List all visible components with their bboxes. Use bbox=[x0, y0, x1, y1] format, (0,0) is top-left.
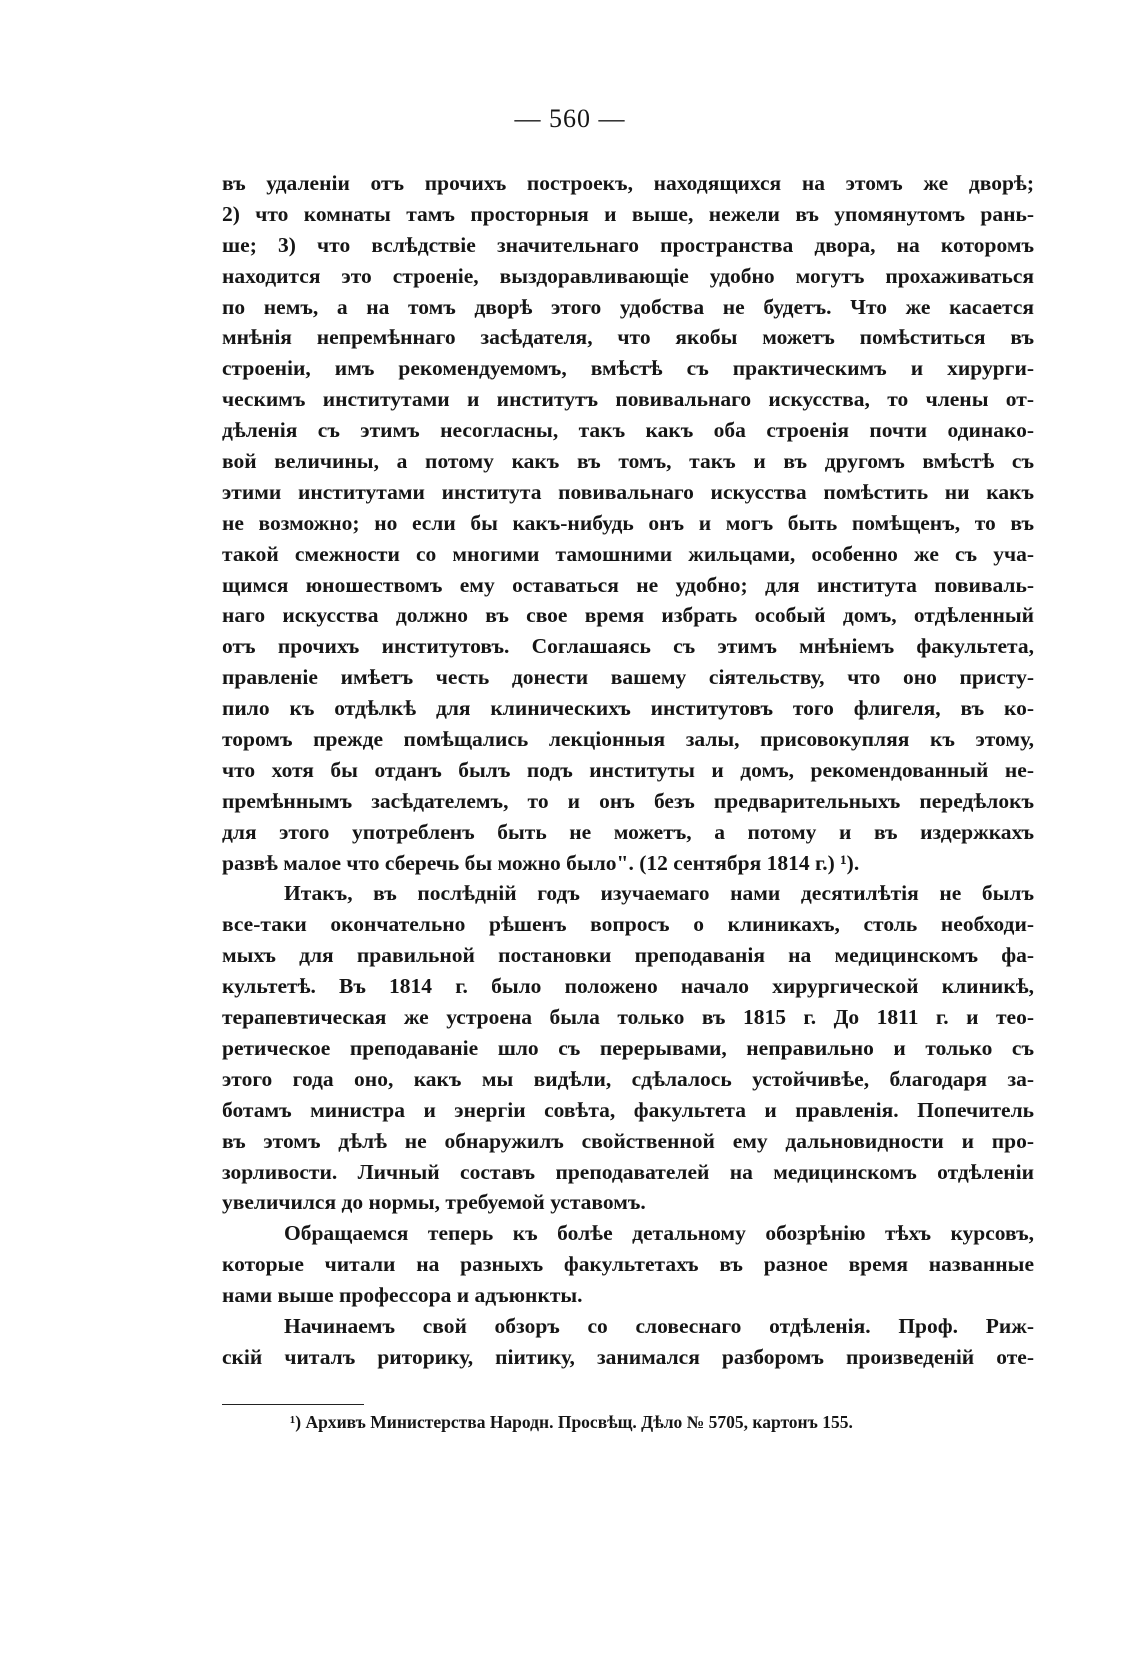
page-number: — 560 — bbox=[514, 104, 626, 133]
text-line: 2) что комнаты тамъ просторныя и выше, нежели въ упомянутомъ рань- bbox=[222, 201, 1034, 226]
text-line: вой величины, а потому какъ въ томъ, такъ и въ другомъ вмѣстѣ съ bbox=[222, 449, 1034, 474]
text-line: для этого употребленъ быть не можетъ, а потому и въ издержкахъ bbox=[222, 819, 1034, 844]
text-line: развѣ малое что сберечь бы можно было". (12 сентября 1814 г.) ¹). bbox=[222, 850, 860, 875]
text-line: строеніи, имъ рекомендуемомъ, вмѣстѣ съ практическимъ и хирурги- bbox=[222, 356, 1034, 381]
text-line: что хотя бы отданъ былъ подъ институты и домъ, рекомендованный не- bbox=[222, 757, 1034, 782]
paragraph-first-line: Начинаемъ свой обзоръ со словеснаго отдѣленія. Проф. Риж- bbox=[284, 1313, 1034, 1338]
text-line: такой смежности со многими тамошними жильцами, особенно же съ уча- bbox=[222, 541, 1034, 566]
text-line: все-таки окончательно рѣшенъ вопросъ о клиникахъ, столь необходи- bbox=[222, 912, 1034, 937]
text-line: которые читали на разныхъ факультетахъ въ разное время названные bbox=[222, 1252, 1034, 1277]
text-line: этого года оно, какъ мы видѣли, сдѣлалось устойчивѣе, благодаря за- bbox=[222, 1066, 1034, 1091]
text-line: культетѣ. Въ 1814 г. было положено начало хирургической клиникѣ, bbox=[222, 974, 1034, 999]
text-line: мнѣнія непремѣннаго засѣдателя, что якобы можетъ помѣститься въ bbox=[222, 325, 1034, 350]
text-line: въ удаленіи отъ прочихъ построекъ, находящихся на этомъ же дворѣ; bbox=[222, 171, 1034, 195]
text-line: ретическое преподаваніе шло съ перерывами, неправильно и только съ bbox=[222, 1035, 1034, 1060]
text-line: зорливости. Личный составъ преподавателей на медицинскомъ отдѣленіи bbox=[222, 1159, 1034, 1184]
text-line: этими институтами института повивальнаго искусства помѣстить ни какъ bbox=[222, 479, 1034, 504]
text-line: премѣннымъ засѣдателемъ, то и онъ безъ предварительныхъ передѣлокъ bbox=[222, 788, 1034, 813]
footnote: ¹) Архивъ Министерства Народн. Просвѣщ. Дѣло № 5705, картонъ 155. bbox=[290, 1412, 853, 1432]
text-line: правленіе имѣетъ честь донести вашему сіятельству, что оно присту- bbox=[222, 665, 1034, 690]
text-line: мыхъ для правильной постановки преподаванія на медицинскомъ фа- bbox=[222, 943, 1034, 968]
body-text bbox=[222, 168, 1034, 1373]
text-line: увеличился до нормы, требуемой уставомъ. bbox=[222, 1190, 646, 1215]
text-line: дѣленія съ этимъ несогласны, такъ какъ оба строенія почти одинако- bbox=[222, 418, 1034, 443]
footnote-divider bbox=[222, 1404, 364, 1405]
text-line: ботамъ министра и энергіи совѣта, факультета и правленія. Попечитель bbox=[222, 1097, 1034, 1122]
text-line: въ этомъ дѣлѣ не обнаружилъ свойственной ему дальновидности и про- bbox=[222, 1128, 1034, 1153]
text-line: по немъ, а на томъ дворѣ этого удобства не будетъ. Что же касается bbox=[222, 294, 1034, 319]
text-line: нами выше профессора и адъюнкты. bbox=[222, 1283, 583, 1308]
text-line: наго искусства должно въ свое время избрать особый домъ, отдѣленный bbox=[222, 603, 1034, 628]
text-line: находится это строеніе, выздоравливающіе удобно могутъ прохаживаться bbox=[222, 263, 1034, 288]
text-line: щимся юношествомъ ему оставаться не удобно; для института повиваль- bbox=[222, 572, 1034, 597]
text-line: терапевтическая же устроена была только въ 1815 г. До 1811 г. и тео- bbox=[222, 1005, 1034, 1030]
text-line: пило къ отдѣлкѣ для клиническихъ институтовъ того флигеля, въ ко- bbox=[222, 696, 1034, 721]
paragraph-first-line: Итакъ, въ послѣдній годъ изучаемаго нами десятилѣтія не былъ bbox=[284, 881, 1034, 906]
text-line: не возможно; но если бы какъ-нибудь онъ и могъ быть помѣщенъ, то въ bbox=[222, 510, 1034, 535]
text-line: скій читалъ риторику, піитику, занимался разборомъ произведеній оте- bbox=[222, 1344, 1034, 1369]
text-line: ше; 3) что вслѣдствіе значительнаго пространства двора, на которомъ bbox=[222, 232, 1034, 257]
paragraph-first-line: Обращаемся теперь къ болѣе детальному обозрѣнію тѣхъ курсовъ, bbox=[284, 1221, 1034, 1246]
text-line: ческимъ институтами и институтъ повивальнаго искусства, то члены от- bbox=[222, 387, 1034, 412]
text-line: торомъ прежде помѣщались лекціонныя залы, присовокупляя къ этому, bbox=[222, 727, 1034, 752]
text-line: отъ прочихъ институтовъ. Соглашаясь съ этимъ мнѣніемъ факультета, bbox=[222, 634, 1034, 659]
